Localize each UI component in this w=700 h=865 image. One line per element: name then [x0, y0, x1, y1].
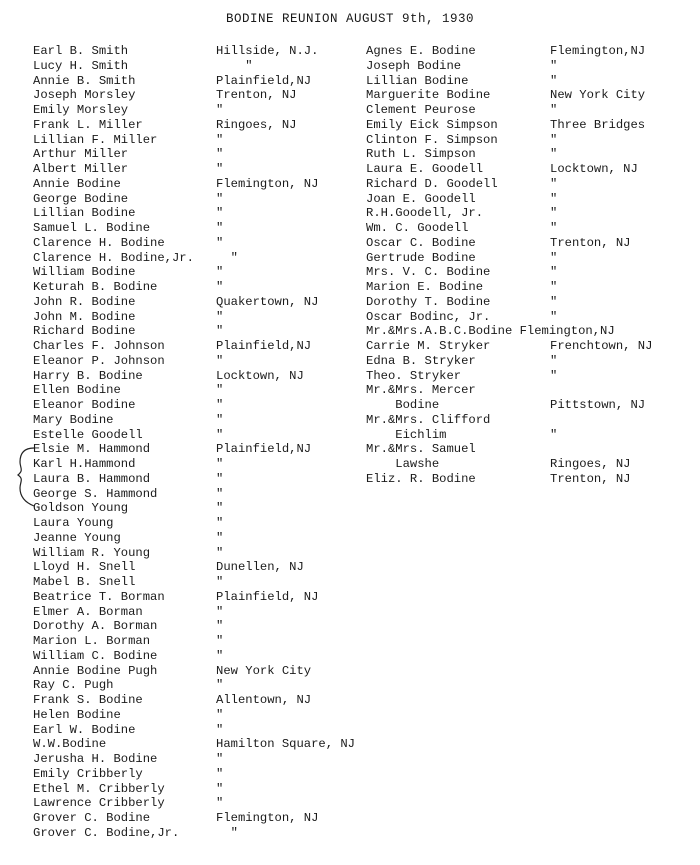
- attendee-place: ": [216, 516, 224, 530]
- attendee-row: [33, 280, 403, 295]
- attendee-name: John M. Bodine: [33, 309, 136, 324]
- attendee-name: Joseph Bodine: [366, 58, 462, 73]
- attendee-place: ": [216, 545, 224, 560]
- attendee-row: [33, 487, 403, 502]
- attendee-row: [33, 634, 403, 649]
- attendee-row: [33, 236, 403, 251]
- attendee-place: ": [216, 324, 224, 339]
- attendee-place: ": [216, 796, 224, 811]
- attendee-row: [33, 383, 403, 398]
- attendee-place: Ringoes, NJ: [550, 457, 631, 471]
- attendee-name: Bodine: [366, 398, 440, 412]
- attendee-name: Clinton F. Simpson: [366, 132, 498, 147]
- attendee-row: [33, 619, 403, 634]
- attendee-row: [33, 133, 403, 148]
- page-title: BODINE REUNION AUGUST 9th, 1930: [225, 12, 475, 26]
- attendee-name: Frank S. Bodine: [33, 693, 143, 707]
- attendee-name: Eleanor P. Johnson: [33, 353, 165, 368]
- attendee-name: Clarence H. Bodine: [33, 235, 165, 250]
- attendee-place: ": [216, 619, 224, 634]
- attendee-name: Eichlim: [366, 427, 447, 442]
- attendee-place: ": [216, 604, 224, 619]
- attendee-name: Laura Young: [33, 516, 114, 530]
- attendee-place: ": [550, 58, 558, 73]
- attendee-place: ": [550, 206, 558, 221]
- attendee-name: Lillian Bodine: [366, 73, 469, 88]
- attendee-place: ": [550, 176, 558, 191]
- attendee-place: Locktown, NJ: [550, 162, 638, 176]
- attendee-name: Richard Bodine: [33, 324, 136, 339]
- attendee-place: ": [550, 427, 558, 442]
- attendee-name: Elmer A. Borman: [33, 604, 143, 619]
- attendee-place: ": [550, 280, 558, 294]
- attendee-place: ": [216, 250, 238, 265]
- attendee-name: Elsie M. Hammond: [33, 442, 151, 457]
- attendee-place: Plainfield, NJ: [216, 589, 319, 604]
- attendee-name: Marion L. Borman: [33, 634, 151, 648]
- attendee-row: [366, 383, 696, 398]
- attendee-name: Clement Peurose: [366, 103, 476, 117]
- attendee-place: ": [216, 427, 224, 442]
- attendee-name: Marion E. Bodine: [366, 280, 484, 294]
- attendee-name: Karl H.Hammond: [33, 457, 136, 471]
- attendee-row: [366, 221, 696, 236]
- attendee-row: [33, 457, 403, 472]
- attendee-name: Ellen Bodine: [33, 383, 121, 398]
- attendee-row: [366, 44, 696, 59]
- attendee-row: [366, 265, 696, 280]
- attendee-place: ": [216, 457, 224, 471]
- attendee-row: [33, 221, 403, 236]
- attendee-place: ": [216, 309, 224, 324]
- attendee-name: John R. Bodine: [33, 294, 136, 309]
- attendee-name: Keturah B. Bodine: [33, 280, 158, 294]
- attendee-place: ": [550, 132, 558, 147]
- attendee-name: Oscar C. Bodine: [366, 235, 476, 250]
- attendee-row: [366, 118, 696, 133]
- attendee-place: Hillside, N.J.: [216, 44, 319, 58]
- attendee-place: ": [216, 752, 224, 766]
- attendee-name: Eliz. R. Bodine: [366, 471, 476, 486]
- attendee-row: [366, 457, 696, 472]
- attendee-name: Annie Bodine: [33, 176, 121, 191]
- attendee-name: Helen Bodine: [33, 707, 121, 722]
- attendee-name: Mr.&Mrs.A.B.C.Bodine Flemington,NJ: [366, 324, 615, 339]
- attendee-row: [366, 310, 696, 325]
- attendee-name: Mr.&Mrs. Clifford: [366, 412, 491, 427]
- attendee-row: [33, 339, 403, 354]
- attendee-place: ": [550, 147, 558, 162]
- attendee-row: [33, 147, 403, 162]
- attendee-place: ": [216, 280, 224, 294]
- attendee-name: Ethel M. Cribberly: [33, 781, 165, 796]
- attendee-place: ": [550, 265, 558, 280]
- attendee-name: Clarence H. Bodine,Jr.: [33, 250, 194, 265]
- attendee-place: ": [550, 221, 558, 235]
- attendee-name: Lucy H. Smith: [33, 58, 129, 73]
- attendee-row: [33, 310, 403, 325]
- attendee-row: [33, 162, 403, 177]
- attendee-row: [33, 295, 403, 310]
- attendee-name: Mr.&Mrs. Mercer: [366, 383, 476, 398]
- attendee-name: Carrie M. Stryker: [366, 339, 491, 353]
- attendee-place: ": [216, 132, 224, 147]
- attendee-place: Three Bridges: [550, 117, 646, 132]
- attendee-place: ": [216, 206, 224, 221]
- attendee-place: Pittstown, NJ: [550, 398, 646, 412]
- attendee-name: George Bodine: [33, 191, 129, 206]
- attendee-place: ": [216, 722, 224, 737]
- attendee-row: [33, 546, 403, 561]
- attendee-row: [33, 192, 403, 207]
- attendee-row: [33, 265, 403, 280]
- attendee-row: [366, 354, 696, 369]
- attendee-name: Jeanne Young: [33, 530, 121, 545]
- attendee-place: Frenchtown, NJ: [550, 339, 653, 353]
- attendee-place: Flemington, NJ: [216, 811, 319, 825]
- attendee-row: [33, 74, 403, 89]
- attendee-row: [366, 177, 696, 192]
- attendee-place: Trenton, NJ: [550, 235, 631, 250]
- attendee-row: [33, 811, 403, 826]
- attendee-name: William Bodine: [33, 265, 136, 280]
- attendee-place: Hamilton Square, NJ: [216, 737, 355, 752]
- attendee-row: [33, 413, 403, 428]
- attendee-place: ": [216, 781, 224, 796]
- attendee-row: [33, 590, 403, 605]
- attendee-row: [366, 133, 696, 148]
- attendee-row: [366, 251, 696, 266]
- attendee-name: Emily Morsley: [33, 103, 129, 117]
- attendee-name: Goldson Young: [33, 501, 129, 516]
- attendee-row: [33, 575, 403, 590]
- attendee-name: William R. Young: [33, 545, 151, 560]
- attendee-place: Quakertown, NJ: [216, 294, 319, 309]
- attendee-place: ": [216, 648, 224, 663]
- attendee-place: ": [550, 309, 558, 324]
- attendee-name: Mabel B. Snell: [33, 575, 136, 589]
- attendee-place: ": [216, 58, 253, 73]
- attendee-name: Beatrice T. Borman: [33, 589, 165, 604]
- attendee-place: ": [550, 73, 558, 88]
- attendee-place: Plainfield,NJ: [216, 339, 312, 353]
- attendee-row: [33, 664, 403, 679]
- attendee-place: Allentown, NJ: [216, 693, 312, 707]
- attendee-name: Lillian F. Miller: [33, 132, 158, 147]
- attendee-name: Dorothy A. Borman: [33, 619, 158, 634]
- attendee-name: Emily Eick Simpson: [366, 117, 498, 132]
- attendee-place: ": [550, 353, 558, 368]
- attendee-place: Flemington,NJ: [550, 44, 646, 58]
- attendee-row: [366, 103, 696, 118]
- attendee-place: ": [216, 678, 224, 693]
- attendee-place: ": [216, 707, 224, 722]
- attendee-row: [366, 398, 696, 413]
- attendee-row: [33, 531, 403, 546]
- attendee-name: Earl W. Bodine: [33, 722, 136, 737]
- attendee-place: Trenton, NJ: [550, 471, 631, 486]
- attendee-name: Harry B. Bodine: [33, 368, 143, 383]
- attendee-name: Laura E. Goodell: [366, 162, 484, 176]
- attendee-name: Frank L. Miller: [33, 117, 143, 132]
- attendee-row: [33, 88, 403, 103]
- attendee-name: Lawshe: [366, 457, 440, 471]
- attendee-row: [33, 44, 403, 59]
- attendee-row: [33, 649, 403, 664]
- attendee-place: ": [216, 575, 224, 589]
- attendee-name: R.H.Goodell, Jr.: [366, 206, 484, 221]
- attendee-row: [33, 118, 403, 133]
- attendee-row: [366, 472, 696, 487]
- attendee-name: Mr.&Mrs. Samuel: [366, 442, 476, 457]
- attendee-name: Mrs. V. C. Bodine: [366, 265, 491, 280]
- attendee-name: Charles F. Johnson: [33, 339, 165, 353]
- attendee-row: [33, 560, 403, 575]
- attendee-row: [33, 723, 403, 738]
- attendee-place: ": [216, 383, 224, 398]
- attendee-name: Samuel L. Bodine: [33, 221, 151, 235]
- attendee-place: ": [550, 103, 558, 117]
- attendee-name: Grover C. Bodine: [33, 811, 151, 825]
- attendee-row: [33, 177, 403, 192]
- attendee-name: Jerusha H. Bodine: [33, 752, 158, 766]
- attendee-row: [33, 354, 403, 369]
- attendee-row: [33, 59, 403, 74]
- attendee-row: [366, 428, 696, 443]
- attendee-place: ": [216, 162, 224, 176]
- attendee-name: Joseph Morsley: [33, 88, 136, 103]
- attendee-place: Ringoes, NJ: [216, 117, 297, 132]
- attendee-row: [33, 826, 403, 841]
- attendee-name: Earl B. Smith: [33, 44, 129, 58]
- attendee-place: Trenton, NJ: [216, 88, 297, 103]
- attendee-row: [366, 413, 696, 428]
- attendee-place: New York City: [216, 663, 312, 678]
- attendee-row: [366, 295, 696, 310]
- attendee-row: [366, 147, 696, 162]
- attendee-place: ": [216, 530, 224, 545]
- attendee-place: ": [216, 634, 224, 648]
- attendee-place: Flemington, NJ: [216, 176, 319, 191]
- attendee-row: [33, 516, 403, 531]
- attendee-row: [366, 88, 696, 103]
- attendee-name: Arthur Miller: [33, 147, 129, 162]
- attendee-place: ": [216, 486, 224, 501]
- hammond-bracket: [14, 446, 38, 508]
- attendee-name: Grover C. Bodine,Jr.: [33, 825, 180, 840]
- attendee-name: Annie B. Smith: [33, 73, 136, 88]
- attendee-place: New York City: [550, 88, 646, 103]
- attendee-name: William C. Bodine: [33, 648, 158, 663]
- attendee-row: [33, 693, 403, 708]
- attendee-name: Richard D. Goodell: [366, 176, 498, 191]
- attendee-place: ": [216, 398, 224, 412]
- attendee-row: [33, 737, 403, 752]
- attendee-place: ": [216, 235, 224, 250]
- attendee-row: [366, 74, 696, 89]
- attendee-place: ": [216, 471, 224, 486]
- attendee-row: [366, 324, 696, 339]
- attendee-place: ": [216, 412, 224, 427]
- attendee-place: ": [216, 825, 238, 840]
- attendee-row: [33, 103, 403, 118]
- attendee-row: [366, 369, 696, 384]
- attendee-row: [366, 339, 696, 354]
- attendee-name: George S. Hammond: [33, 486, 158, 501]
- attendee-name: Annie Bodine Pugh: [33, 663, 158, 678]
- attendee-name: Lawrence Cribberly: [33, 796, 165, 811]
- attendee-place: Dunellen, NJ: [216, 560, 304, 575]
- attendee-place: ": [550, 250, 558, 265]
- attendee-row: [33, 369, 403, 384]
- attendee-row: [33, 472, 403, 487]
- attendee-row: [33, 428, 403, 443]
- attendee-name: Mary Bodine: [33, 412, 114, 427]
- attendee-name: Edna B. Stryker: [366, 353, 476, 368]
- attendee-row: [366, 162, 696, 177]
- attendee-name: Ruth L. Simpson: [366, 147, 476, 162]
- attendee-name: Agnes E. Bodine: [366, 44, 476, 58]
- attendee-place: ": [216, 103, 224, 117]
- attendee-row: [33, 251, 403, 266]
- attendee-row: [366, 192, 696, 207]
- attendee-row: [33, 708, 403, 723]
- attendee-name: Wm. C. Goodell: [366, 221, 469, 235]
- attendee-row: [33, 796, 403, 811]
- attendee-name: Emily Cribberly: [33, 766, 143, 781]
- attendee-name: Albert Miller: [33, 162, 129, 176]
- attendee-name: W.W.Bodine: [33, 737, 107, 752]
- attendee-row: [366, 442, 696, 457]
- attendee-name: Laura B. Hammond: [33, 471, 151, 486]
- attendee-row: [33, 398, 403, 413]
- attendee-name: Ray C. Pugh: [33, 678, 114, 693]
- attendee-row: [33, 678, 403, 693]
- attendee-name: Eleanor Bodine: [33, 398, 136, 412]
- attendee-name: Lloyd H. Snell: [33, 560, 136, 575]
- attendee-row: [33, 782, 403, 797]
- attendee-row: [33, 442, 403, 457]
- attendee-place: ": [216, 766, 224, 781]
- attendee-place: ": [216, 501, 224, 516]
- attendee-row: [33, 605, 403, 620]
- attendee-name: Dorothy T. Bodine: [366, 294, 491, 309]
- attendee-row: [366, 236, 696, 251]
- attendee-place: ": [550, 191, 558, 206]
- attendee-row: [366, 59, 696, 74]
- attendee-row: [366, 280, 696, 295]
- attendee-row: [33, 767, 403, 782]
- attendee-name: Estelle Goodell: [33, 427, 143, 442]
- attendee-place: ": [216, 221, 224, 235]
- attendee-row: [33, 206, 403, 221]
- left-column: [33, 44, 403, 841]
- attendee-name: Marguerite Bodine: [366, 88, 491, 103]
- attendee-place: Plainfield,NJ: [216, 73, 312, 88]
- attendee-place: ": [216, 265, 224, 280]
- attendee-place: Locktown, NJ: [216, 368, 304, 383]
- right-column: [366, 44, 696, 487]
- attendee-place: ": [216, 191, 224, 206]
- attendee-name: Joan E. Goodell: [366, 191, 476, 206]
- attendee-row: [33, 324, 403, 339]
- attendee-name: Lillian Bodine: [33, 206, 136, 221]
- attendee-name: Oscar Bodinc, Jr.: [366, 309, 491, 324]
- attendee-place: ": [216, 147, 224, 162]
- attendee-place: Plainfield,NJ: [216, 442, 312, 457]
- attendee-name: Gertrude Bodine: [366, 250, 476, 265]
- attendee-row: [33, 501, 403, 516]
- attendee-place: ": [216, 353, 224, 368]
- attendee-row: [33, 752, 403, 767]
- attendee-row: [366, 206, 696, 221]
- attendee-place: ": [550, 368, 558, 383]
- attendee-name: Theo. Stryker: [366, 368, 462, 383]
- attendee-place: ": [550, 294, 558, 309]
